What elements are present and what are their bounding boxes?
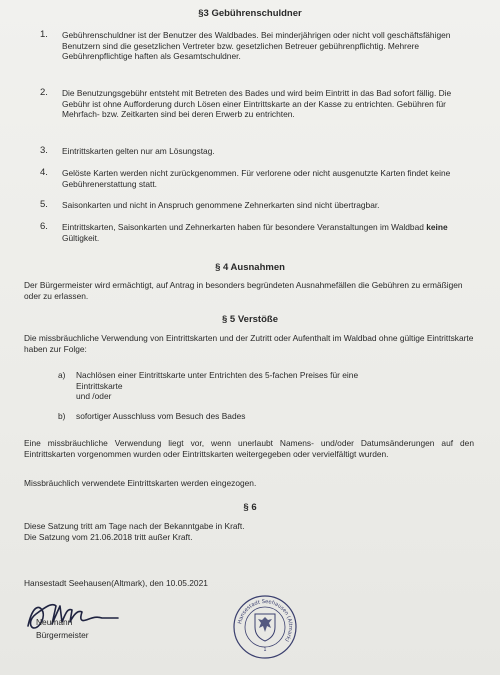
- item-number: 4.: [40, 167, 48, 178]
- item-text: Eintrittskarten gelten nur am Lösungstag.: [62, 146, 215, 156]
- section6-line-2: Die Satzung vom 21.06.2018 tritt außer Kraft.: [24, 532, 193, 542]
- section3-item-2: [40, 88, 470, 120]
- section3-item-4: [40, 168, 470, 189]
- item-text-part: Eintrittskarten, Saisonkarten und Zehnerkarten haben für besondere Veranstaltungen im Waldbad: [62, 222, 427, 232]
- section6-line-1: Diese Satzung tritt am Tage nach der Bekanntgabe in Kraft.: [24, 521, 245, 531]
- list-text-line: und /oder: [76, 391, 112, 401]
- seal-center-number: 1: [263, 647, 267, 653]
- section4-heading: § 4 Ausnahmen: [215, 262, 285, 273]
- item-text: Die Benutzungsgebühr entsteht mit Betreten des Bades und wird beim Eintritt in das Bad sofort fällig. Die Gebühr ist ohne Aufforderung durch Lösen einer Eintrittskarte an der Kasse zu entrichten. Gebühren für Mehrfach- bzw. Zeitkarten sind bei deren Erwerb zu entrichten.: [62, 88, 452, 119]
- list-text: sofortiger Ausschluss vom Besuch des Bades: [76, 411, 246, 421]
- item-number: 1.: [40, 29, 48, 40]
- section3-item-3: [40, 146, 470, 157]
- item-text: Saisonkarten und nicht in Anspruch genommene Zehnerkarten sind nicht übertragbar.: [62, 200, 380, 210]
- item-number: 2.: [40, 87, 48, 98]
- place-date: Hansestadt Seehausen(Altmark), den 10.05.2021: [24, 578, 208, 588]
- section5-misuse-definition: Eine missbräuchliche Verwendung liegt vor, wenn unerlaubt Namens- und/oder Datumsänderungen auf den Eintrittskarten vorgenommen wurden oder Eintrittskarten weitergegeben oder vervielfältigt wurden.: [24, 438, 474, 459]
- signatory-role: Bürgermeister: [36, 630, 89, 640]
- item-text-part: Gültigkeit.: [62, 232, 100, 243]
- item-number: 6.: [40, 221, 48, 232]
- item-number: 3.: [40, 145, 48, 156]
- section3-heading: §3 Gebührenschuldner: [198, 8, 302, 19]
- list-text: [76, 370, 358, 402]
- section5-heading: § 5 Verstöße: [222, 314, 278, 325]
- section6-heading: § 6: [243, 502, 257, 513]
- section5-consequence-b: [58, 411, 438, 422]
- item-text-emphasis: keine: [426, 222, 448, 232]
- item-text: Gelöste Karten werden nicht zurückgenommen. Für verlorene oder nicht ausgenutzte Karten findet keine Gebührenerstattung statt.: [62, 168, 451, 189]
- official-seal: [232, 594, 298, 660]
- section4-text: Der Bürgermeister wird ermächtigt, auf Antrag in besonders begründeten Ausnahmefällen die Gebühren zu ermäßigen oder zu erlassen.: [24, 280, 463, 301]
- list-label: a): [58, 370, 66, 380]
- section5-consequence-a: [58, 370, 438, 402]
- signatory-name: Neumann: [36, 617, 73, 627]
- list-label: b): [58, 411, 66, 421]
- section3-item-1: [40, 30, 470, 62]
- seal-ring-text: Hansestadt Seehausen (Altmark): [237, 598, 294, 643]
- section3-item-5: [40, 200, 470, 211]
- signature-scribble: [22, 598, 142, 634]
- section3-item-6: [40, 222, 470, 243]
- item-number: 5.: [40, 199, 48, 210]
- list-text-line: Eintrittskarte: [76, 380, 123, 391]
- list-text-line: Nachlösen einer Eintrittskarte unter Entrichten des 5-fachen Preises für eine: [76, 370, 359, 380]
- section5-intro: Die missbräuchliche Verwendung von Eintrittskarten und der Zutritt oder Aufenthalt im Waldbad ohne gültige Eintrittskarte haben zur Folge:: [24, 333, 474, 354]
- item-text: Gebührenschuldner ist der Benutzer des Waldbades. Bei minderjährigen oder nicht voll geschäftsfähigen Benutzern sind die gesetzlichen Vertreter bzw. gesetzlichen Betreuer gebührenpflichtig. Mehrere Gebührenpflichtige haften als Gesamtschuldner.: [62, 30, 451, 61]
- section5-confiscation: Missbräuchlich verwendete Eintrittskarten werden eingezogen.: [24, 478, 257, 488]
- item-text: [62, 222, 470, 243]
